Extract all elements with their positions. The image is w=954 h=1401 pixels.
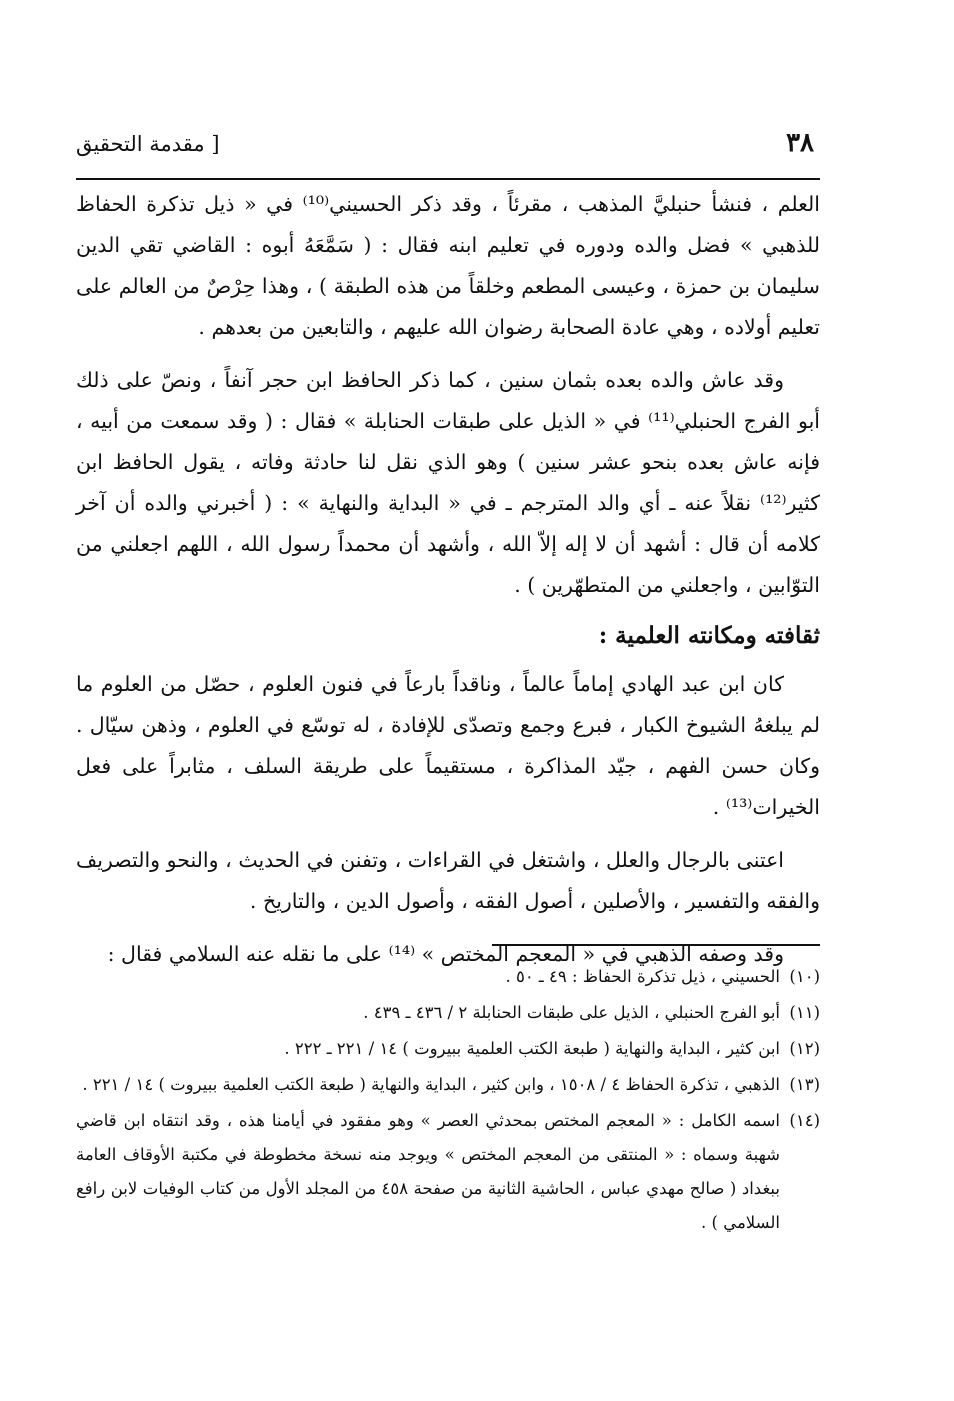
book-page <box>76 128 821 1232</box>
main-text <box>76 184 820 987</box>
page-number: ٣٨ <box>786 128 814 158</box>
running-head: [ مقدمة التحقيق <box>76 132 220 156</box>
footnotes <box>76 960 820 1242</box>
footnote-text: ابن كثير ، البداية والنهاية ( طبعة الكتب العلمية ببيروت ) ١٤ / ٢٢١ ـ ٢٢٢ . <box>284 1039 780 1058</box>
footnote-number: (١٢) <box>789 1039 820 1058</box>
footnote-number: (١٤) <box>789 1111 820 1130</box>
paragraph-1: العلم ، فنشأ حنبليَّ المذهب ، مقرئاً ، وقد ذكر الحسيني⁽¹⁰⁾ في « ذيل تذكرة الحفاظ للذهبي » فضل والده ودوره في تعليم ابنه فقال : ( سَمَّعَهُ أبوه : القاضي تقي الدين سليمان بن حمزة ، وعيسى المطعم وخلقاً من هذه الطبقة ) ، وهذا حِرْصٌ من العالم على تعليم أولاده ، وهي عادة الصحابة رضوان الله عليهم ، والتابعين من بعدهم . <box>76 192 821 339</box>
footnote-number: (١٣) <box>789 1075 820 1094</box>
footnote-text: الحسيني ، ذيل تذكرة الحفاظ : ٤٩ ـ ٥٠ . <box>505 967 780 986</box>
section-heading: ثقافته ومكانته العلمية : <box>598 622 820 649</box>
footnote-number: (١١) <box>789 1003 820 1022</box>
page-header <box>76 128 820 172</box>
paragraph-2: وقد عاش والده بعده بثمان سنين ، كما ذكر الحافظ ابن حجر آنفاً ، ونصّ على ذلك أبو الفرج الحنبلي⁽¹¹⁾ في « الذيل على طبقات الحنابلة » فقال : ( وقد سمعت من أبيه ، فإنه عاش بعده بنحو عشر سنين ) وهو الذي نقل لنا حادثة وفاته ، يقول الحافظ ابن كثير⁽¹²⁾ نقلاً عنه ـ أي والد المترجم ـ في « البداية والنهاية » : ( أخبرني والده أن آخر كلامه أن قال : أشهد أن لا إله إلاّ الله ، وأشهد أن محمداً رسول الله ، اللهم اجعلني من التوّابين ، واجعلني من المتطهّرين ) . <box>76 368 820 597</box>
paragraph-3: كان ابن عبد الهادي إماماً عالماً ، وناقداً بارعاً في فنون العلوم ، حصّل من العلوم ما لم يبلغهُ الشيوخ الكبار ، فبرع وجمع وتصدّى للإفادة ، له توسّع في العلوم ، وذهن سيّال . وكان حسن الفهم ، جيّد المذاكرة ، مستقيماً على طريقة السلف ، مثابراً على فعل الخيرات⁽¹³⁾ . <box>76 672 820 819</box>
footnote-rule <box>492 944 820 946</box>
footnote-10 <box>76 960 820 994</box>
footnote-11 <box>76 996 820 1030</box>
paragraph-5: وقد وصفه الذهبي في « المعجم المختص » ⁽¹⁴⁾ على ما نقله عنه السلامي فقال : <box>107 942 784 966</box>
footnote-text: اسمه الكامل : « المعجم المختص بمحدثي العصر » وهو مفقود في أيامنا هذه ، وقد انتقاه ابن قاضي شهبة وسماه : « المنتقى من المعجم المختص » ويوجد منه نسخة مخطوطة في مكتبة الأوقاف العامة ببغداد ( صالح مهدي عباس ، الحاشية الثانية من صفحة ٤٥٨ من المجلد الأول من كتاب الوفيات لابن رافع السلامي ) . <box>76 1111 781 1232</box>
footnote-14 <box>76 1104 820 1240</box>
footnote-12 <box>76 1032 820 1066</box>
header-rule <box>76 178 820 180</box>
footnote-text: الذهبي ، تذكرة الحفاظ ٤ / ١٥٠٨ ، وابن كثير ، البداية والنهاية ( طبعة الكتب العلمية ببيروت ) ١٤ / ٢٢١ . <box>82 1075 780 1094</box>
footnote-13 <box>76 1068 820 1102</box>
footnote-text: أبو الفرج الحنبلي ، الذيل على طبقات الحنابلة ٢ / ٤٣٦ ـ ٤٣٩ . <box>363 1003 780 1022</box>
footnote-number: (١٠) <box>789 967 820 986</box>
paragraph-4: اعتنى بالرجال والعلل ، واشتغل في القراءات ، وتفنن في الحديث ، والنحو والتصريف والفقه والتفسير ، والأصلين ، أصول الفقه ، وأصول الدين ، والتاريخ . <box>76 848 820 913</box>
